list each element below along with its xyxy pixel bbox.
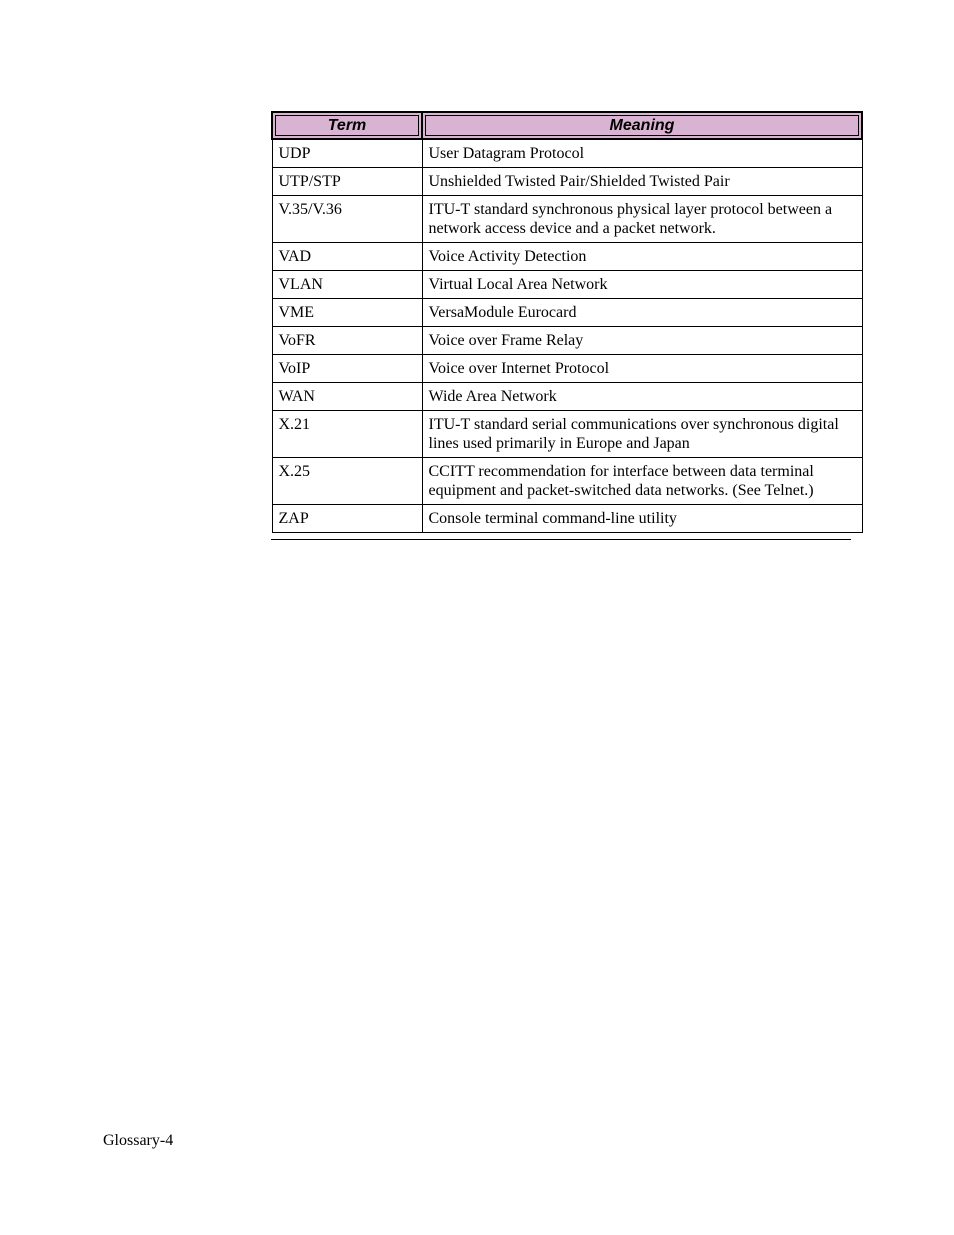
term-cell: X.25	[272, 458, 422, 505]
table-row	[272, 458, 862, 505]
meaning-cell: Unshielded Twisted Pair/Shielded Twisted Pair	[422, 168, 862, 196]
table-header-row	[272, 112, 862, 139]
meaning-cell: Voice Activity Detection	[422, 243, 862, 271]
table-row	[272, 355, 862, 383]
table-row	[272, 271, 862, 299]
meaning-cell: User Datagram Protocol	[422, 139, 862, 168]
table-row	[272, 243, 862, 271]
term-cell: ZAP	[272, 505, 422, 533]
term-cell: V.35/V.36	[272, 196, 422, 243]
table-row	[272, 383, 862, 411]
term-cell: VAD	[272, 243, 422, 271]
meaning-cell: CCITT recommendation for interface between data terminal equipment and packet-switched data networks. (See Telnet.)	[422, 458, 862, 505]
page-number: Glossary-4	[103, 1132, 174, 1149]
table-row	[272, 505, 862, 533]
meaning-cell: Voice over Internet Protocol	[422, 355, 862, 383]
table-row	[272, 139, 862, 168]
meaning-cell: ITU-T standard synchronous physical layer protocol between a network access device and a packet network.	[422, 196, 862, 243]
meaning-cell: Console terminal command-line utility	[422, 505, 862, 533]
term-cell: VLAN	[272, 271, 422, 299]
table-row	[272, 411, 862, 458]
table-row	[272, 327, 862, 355]
term-cell: VoFR	[272, 327, 422, 355]
meaning-cell: Voice over Frame Relay	[422, 327, 862, 355]
term-cell: VME	[272, 299, 422, 327]
meaning-cell: Wide Area Network	[422, 383, 862, 411]
glossary-table	[271, 111, 863, 533]
table-row	[272, 196, 862, 243]
table-row	[272, 168, 862, 196]
term-cell: X.21	[272, 411, 422, 458]
term-cell: UTP/STP	[272, 168, 422, 196]
table-row	[272, 299, 862, 327]
section-divider	[271, 539, 851, 540]
term-cell: VoIP	[272, 355, 422, 383]
meaning-cell: ITU-T standard serial communications over synchronous digital lines used primarily in Europe and Japan	[422, 411, 862, 458]
meaning-column-header: Meaning	[422, 112, 862, 139]
meaning-cell: Virtual Local Area Network	[422, 271, 862, 299]
term-column-header: Term	[272, 112, 422, 139]
term-cell: UDP	[272, 139, 422, 168]
meaning-cell: VersaModule Eurocard	[422, 299, 862, 327]
term-cell: WAN	[272, 383, 422, 411]
